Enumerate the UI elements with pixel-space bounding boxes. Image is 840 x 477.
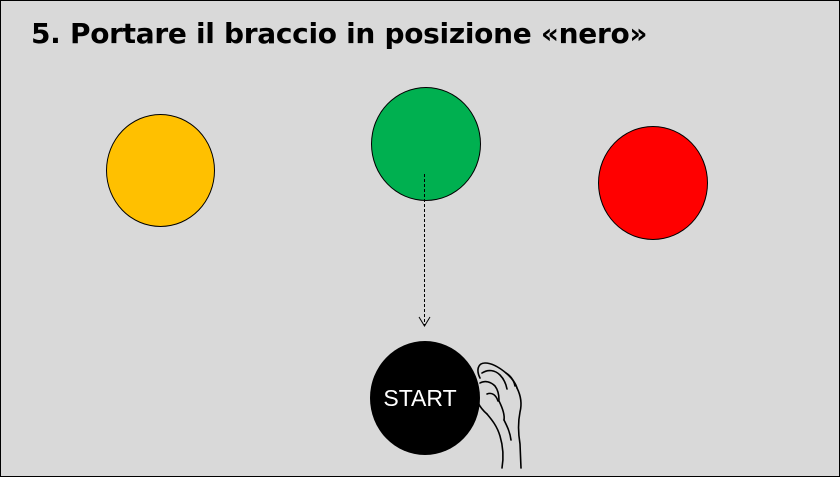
green-target-circle[interactable] [371, 87, 481, 201]
yellow-target-circle[interactable] [106, 114, 215, 227]
start-label: START [383, 385, 457, 411]
slide-title: 5. Portare il braccio in posizione «nero» [31, 17, 648, 50]
red-target-circle[interactable] [598, 126, 708, 240]
start-button[interactable] [370, 341, 480, 455]
